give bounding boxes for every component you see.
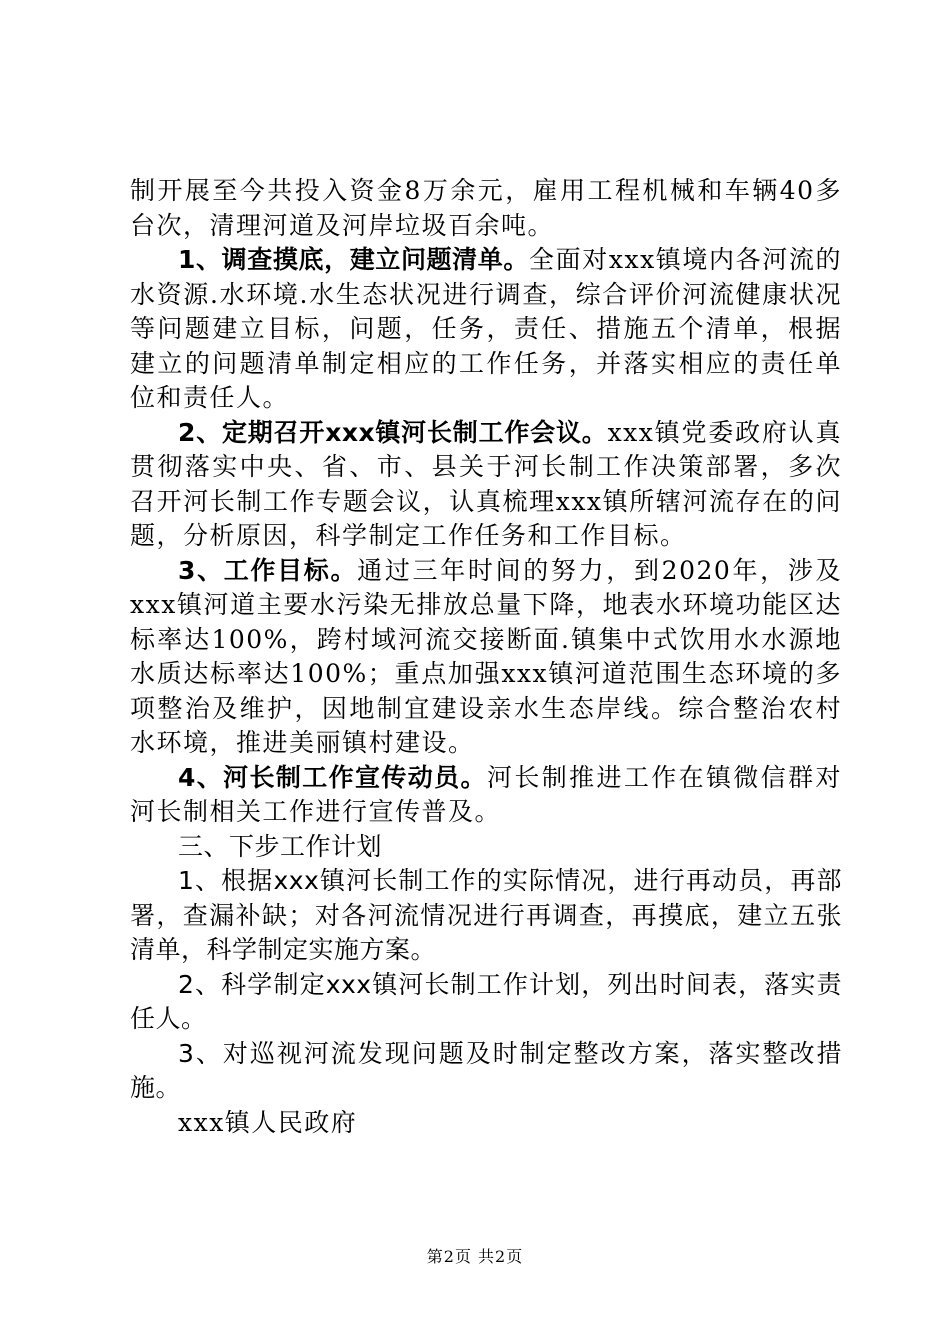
plan-item: 2、科学制定xxx镇河长制工作计划，列出时间表，落实责任人。	[130, 969, 842, 1033]
paragraph-lead: 1、调查摸底，建立问题清单。	[178, 245, 530, 274]
document-body	[130, 174, 842, 1140]
section-heading: 三、下步工作计划	[178, 831, 383, 861]
plan-item: 1、根据xxx镇河长制工作的实际情况，进行再动员，再部署，查漏补缺；对各河流情况进行再调查，再摸底，建立五张清单，科学制定实施方案。	[130, 866, 842, 964]
paragraph-lead: 2、定期召开xxx镇河长制工作会议。	[178, 417, 608, 447]
paragraph-survey	[130, 243, 842, 416]
paragraph-text: 全面对xxx镇境内各河流的水资源.水环境.水生态状况进行调查，综合评价河流健康状况等问题建立目标，问题，任务，责任、措施五个清单，根据建立的问题清单制定相应的工作任务，并落实相应的责任单位和责任人。	[130, 245, 842, 412]
paragraph-text: 通过三年时间的努力，到2020年，涉及xxx镇河道主要水污染无排放总量下降，地表水环境功能区达标率达100%，跨村域河流交接断面.镇集中式饮用水水源地水质达标率达100%；重点加强xxx镇河道范围生态环境的多项整治及维护，因地制宜建设亲水生态岸线。综合整治农村水环境，推进美丽镇村建设。	[130, 555, 843, 757]
paragraph-text: xxx镇党委政府认真贯彻落实中央、省、市、县关于河长制工作决策部署，多次召开河长制工作专题会议，认真梳理xxx镇所辖河流存在的问题，分析原因，科学制定工作任务和工作目标。	[130, 417, 842, 550]
paragraph-text: 河长制推进工作在镇微信群对河长制相关工作进行宣传普及。	[130, 762, 842, 826]
paragraph-lead: 4、河长制工作宣传动员。	[178, 762, 487, 792]
plan-item: 3、对巡视河流发现问题及时制定整改方案，落实整改措施。	[130, 1038, 842, 1102]
paragraph-text: 制开展至今共投入资金8万余元，雇用工程机械和车辆40多台次，清理河道及河岸垃圾百余吨。	[130, 176, 842, 240]
page-number-footer: 第2页 共2页	[426, 1247, 524, 1266]
paragraph-publicity	[130, 761, 842, 830]
paragraph-meetings	[130, 416, 842, 554]
paragraph-continuation	[130, 174, 842, 243]
signature: xxx镇人民政府	[178, 1107, 358, 1137]
paragraph-lead: 3、工作目标。	[178, 555, 358, 585]
paragraph-goals	[130, 554, 842, 761]
